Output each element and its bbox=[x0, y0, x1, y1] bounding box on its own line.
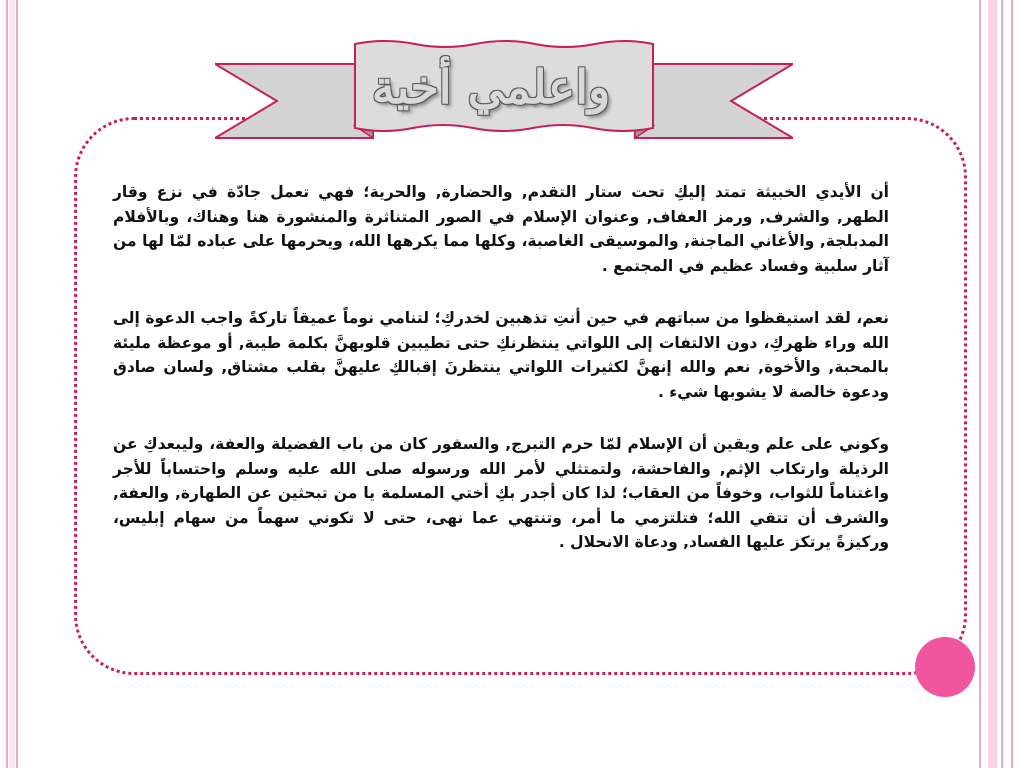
left-rule-fill bbox=[9, 0, 15, 768]
paragraph-2: نعم، لقد استيقظوا من سباتهم في حين أنتِ تذهبين لخدركِ؛ لتنامي نوماً عميقاً تاركةً واجب الدعوة إلى الله وراء ظهركِ، دون الالتفات إلى اللواتي ينتظرنكِ حتى تطيبين قلوبهنَّ بكلمة طيبة, أو موعظة مليئة بالمحبة, والأخوة, نعم والله إنهنَّ لكثيرات اللواتي ينتظرنَ إقبالكِ عليهنَّ بقلب مشتاق, ولسان صادق ودعوة خالصة لا يشوبها شيء . bbox=[113, 309, 889, 401]
paragraph-3: وكوني على علم ويقين أن الإسلام لمّا حرم التبرج, والسفور كان من باب الفضيلة والعفة، وليبعدكِ عن الرذيلة وارتكاب الإثم, والفاحشة، ولتمتثلي لأمر الله ورسوله صلى الله عليه وسلم واحتساباً للأجر واغتناماً للثواب، وخوفاً من العقاب؛ لذا كان أجدر بكِ أختي المسلمة يا من تبحثين عن الطهارة, والعفة, والشرف أن تتقي الله؛ فتلتزمي ما أمر، وتنتهي عما نهى، حتى لا تكوني سهماً من سهام إبليس، وركيزةً يرتكز عليها الفساد, ودعاة الانحلال . bbox=[113, 435, 889, 551]
right-rule-1 bbox=[979, 0, 981, 768]
article-body bbox=[113, 180, 889, 583]
right-rule-3 bbox=[1011, 0, 1013, 768]
right-rule-band bbox=[988, 0, 997, 768]
decorative-pink-circle bbox=[915, 637, 975, 697]
left-rule-inner bbox=[16, 0, 18, 768]
right-rule-2 bbox=[1001, 0, 1003, 768]
ribbon-right-tail bbox=[635, 64, 793, 138]
paragraph-1: أن الأيدي الخبيثة تمتد إليكِ تحت ستار التقدم, والحضارة, والحرية؛ فهي تعمل جادّة في نزع وقار الطهر, والشرف, ورمز العفاف, وعنوان الإسلام في الصور المتناثرة والمنشورة هنا وهناك، وبالأفلام المدبلجة, والأغاني الماجنة, والموسيقى الغاصبة، وكلها مما يكرهها الله، ويحرمها على عباده لمّا لها من آثار سلبية وفساد عظيم في المجتمع . bbox=[113, 183, 889, 275]
left-rule-outer bbox=[6, 0, 8, 768]
ribbon-left-tail bbox=[215, 64, 373, 138]
slide-title: واعلمي أخية bbox=[371, 60, 611, 114]
